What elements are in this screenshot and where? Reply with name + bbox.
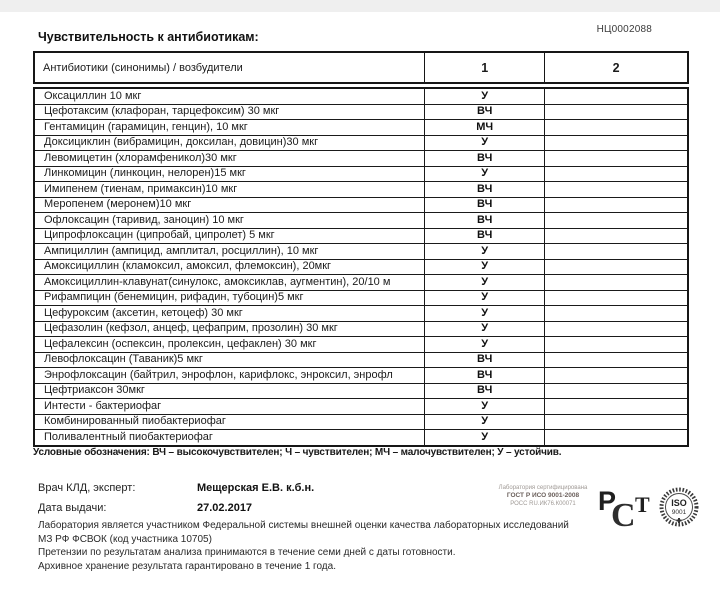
sensitivity-table [33,51,689,447]
result-col-2 [545,197,688,213]
table-row [34,275,688,291]
table-row [34,88,688,104]
table-row [34,197,688,213]
antibiotic-name: Интести - бактериофаг [34,399,425,415]
result-col-1: У [425,290,545,306]
antibiotic-name: Меропенем (меронем)10 мкг [34,197,425,213]
legend-text: Условные обозначения: ВЧ – высокочувствителен; Ч – чувствителен; МЧ – малочувствителен; У – устойчив. [33,447,562,458]
table-row [34,135,688,151]
table-row [34,120,688,136]
result-col-1: У [425,88,545,104]
svg-text:Р: Р [598,486,617,516]
antibiotic-name: Левомицетин (хлорамфеникол)30 мкг [34,151,425,167]
footer-notes [38,519,658,573]
result-col-2 [545,414,688,430]
table-row [34,414,688,430]
table-row [34,213,688,229]
antibiotic-name: Амоксициллин (кламоксил, амоксил, флемоксин), 20мкг [34,259,425,275]
table-row [34,228,688,244]
svg-text:С: С [611,497,636,529]
certification-line2: ГОСТ Р ИСО 9001-2008 [506,492,580,499]
result-col-2 [545,399,688,415]
result-col-1: У [425,321,545,337]
svg-text:ISO: ISO [671,498,687,508]
result-col-1: ВЧ [425,368,545,384]
antibiotic-name: Линкомицин (линкоцин, нелорен)15 мкг [34,166,425,182]
table-row [34,290,688,306]
result-col-1: У [425,166,545,182]
certification-text [468,484,618,508]
table-row [34,368,688,384]
result-col-1: У [425,135,545,151]
table-row [34,244,688,260]
svg-text:9001: 9001 [671,509,687,516]
table-row [34,430,688,446]
result-col-2 [545,104,688,120]
table-row [34,104,688,120]
result-col-2 [545,290,688,306]
antibiotic-name: Цефазолин (кефзол, анцеф, цефаприм, прозолин) 30 мкг [34,321,425,337]
table-row [34,259,688,275]
table-row [34,399,688,415]
result-col-1: ВЧ [425,151,545,167]
doctor-name: Мещерская Е.В. к.б.н. [197,482,315,494]
result-col-2 [545,135,688,151]
result-col-2 [545,88,688,104]
document-number: НЦ0002088 [596,24,652,35]
column-header-1: 1 [425,52,545,83]
result-col-2 [545,166,688,182]
antibiotic-name: Рифампицин (бенемицин, рифадин, тубоцин)5 мкг [34,290,425,306]
table-row [34,306,688,322]
result-col-1: ВЧ [425,104,545,120]
table-row [34,151,688,167]
result-col-2 [545,352,688,368]
antibiotic-name: Гентамицин (гарамицин, генцин), 10 мкг [34,120,425,136]
antibiotic-name: Цефалексин (оспексин, пролексин, цефаклен) 30 мкг [34,337,425,353]
result-col-2 [545,275,688,291]
certification-line3: РОСС RU.ИК76.К00071 [510,501,576,507]
result-col-2 [545,337,688,353]
antibiotic-name: Поливалентный пиобактериофаг [34,430,425,446]
result-col-1: У [425,414,545,430]
result-col-1: У [425,337,545,353]
antibiotic-name: Амоксициллин-клавунат(синулокс, амоксиклав, аугментин), 20/10 м [34,275,425,291]
antibiotic-name: Комбинированный пиобактериофаг [34,414,425,430]
result-col-2 [545,120,688,136]
antibiotic-name: Доксициклин (вибрамицин, доксилан, довицин)30 мкг [34,135,425,151]
table-row [34,383,688,399]
result-col-2 [545,259,688,275]
result-col-2 [545,368,688,384]
column-header-2: 2 [545,52,688,83]
antibiotic-name: Ципрофлоксацин (ципробай, ципролет) 5 мкг [34,228,425,244]
iso-9001-seal-icon [659,487,699,527]
result-col-2 [545,321,688,337]
result-col-1: ВЧ [425,197,545,213]
result-col-1: ВЧ [425,352,545,368]
result-col-2 [545,430,688,446]
result-col-2 [545,182,688,198]
result-col-2 [545,306,688,322]
table-row [34,166,688,182]
antibiotic-name: Оксациллин 10 мкг [34,88,425,104]
antibiotic-name: Цефотаксим (клафоран, тарцефоксим) 30 мкг [34,104,425,120]
viewer-top-strip [0,0,720,12]
doctor-label: Врач КЛД, эксперт: [38,482,136,494]
antibiotic-name: Цефтриаксон 30мкг [34,383,425,399]
result-col-2 [545,151,688,167]
table-row [34,321,688,337]
table-body [33,87,689,447]
footer-line: Претензии по результатам анализа принимаются в течение семи дней с даты готовности. [38,547,456,558]
result-col-1: У [425,244,545,260]
result-col-1: ВЧ [425,182,545,198]
result-col-1: ВЧ [425,213,545,229]
antibiotic-name: Левофлоксацин (Таваник)5 мкг [34,352,425,368]
footer-line: Архивное хранение результата гарантировано в течение 1 года. [38,560,336,572]
result-col-2 [545,228,688,244]
footer-line: Лаборатория является участником Федеральной системы внешней оценки качества лабораторных исследований [38,520,569,531]
column-header-antibiotics: Антибиотики (синонимы) / возбудители [34,52,425,83]
result-col-1: У [425,306,545,322]
table-row [34,352,688,368]
svg-text:Т: Т [635,492,650,517]
result-col-2 [545,244,688,260]
result-col-1: У [425,430,545,446]
antibiotic-name: Цефуроксим (аксетин, кетоцеф) 30 мкг [34,306,425,322]
result-col-1: МЧ [425,120,545,136]
issue-date-label: Дата выдачи: [38,502,107,514]
table-row [34,182,688,198]
antibiotic-name: Ампициллин (ампицид, амплитал, росциллин), 10 мкг [34,244,425,260]
antibiotic-name: Энрофлоксацин (байтрил, энрофлон, карифлокс, энроксил, энрофл [34,368,425,384]
footer-line: МЗ РФ ФСВОК (код участника 10705) [38,533,212,545]
issue-date-value: 27.02.2017 [197,502,253,514]
table-row [34,337,688,353]
antibiotic-name: Имипенем (тиенам, примаксин)10 мкг [34,182,425,198]
result-col-2 [545,213,688,229]
table-header [33,51,689,84]
result-col-1: У [425,259,545,275]
antibiotic-name: Офлоксацин (таривид, заноцин) 10 мкг [34,213,425,229]
result-col-1: У [425,399,545,415]
result-col-2 [545,383,688,399]
result-col-1: У [425,275,545,291]
certification-line1: Лаборатория сертифицирована [498,485,588,491]
page-title: Чувствительность к антибиотикам: [38,30,259,44]
result-col-1: ВЧ [425,383,545,399]
result-col-1: ВЧ [425,228,545,244]
